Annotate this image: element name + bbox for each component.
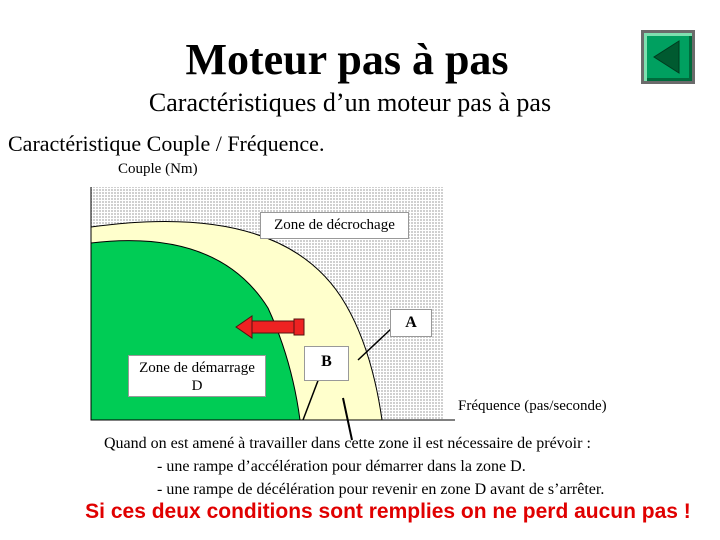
- section-title: Caractéristique Couple / Fréquence.: [8, 131, 325, 156]
- notes-block: [104, 432, 604, 501]
- zone-demarrage-label: [128, 355, 266, 397]
- x-axis-label: Fréquence (pas/seconde): [458, 398, 607, 414]
- point-b-label: B: [304, 346, 349, 381]
- zone-demarrage-line2: D: [191, 378, 203, 394]
- note-line-2: - une rampe d’accélération pour démarrer dans la zone D.: [157, 458, 526, 475]
- note-line-1: Quand on est amené à travailler dans cette zone il est nécessaire de prévoir :: [104, 435, 591, 452]
- page-title: Moteur pas à pas: [185, 35, 509, 84]
- page-subtitle: Caractéristiques d’un moteur pas à pas: [148, 88, 552, 117]
- y-axis-label: Couple (Nm): [118, 161, 198, 177]
- note-line-3: - une rampe de décélération pour revenir en zone D avant de s’arrêter.: [157, 481, 605, 498]
- zone-demarrage-line1: Zone de démarrage: [139, 360, 255, 376]
- point-a-label: A: [390, 309, 432, 337]
- conclusion-text: Si ces deux conditions sont remplies on ne perd aucun pas !: [85, 500, 691, 523]
- zone-decrochage-label: Zone de décrochage: [260, 212, 409, 239]
